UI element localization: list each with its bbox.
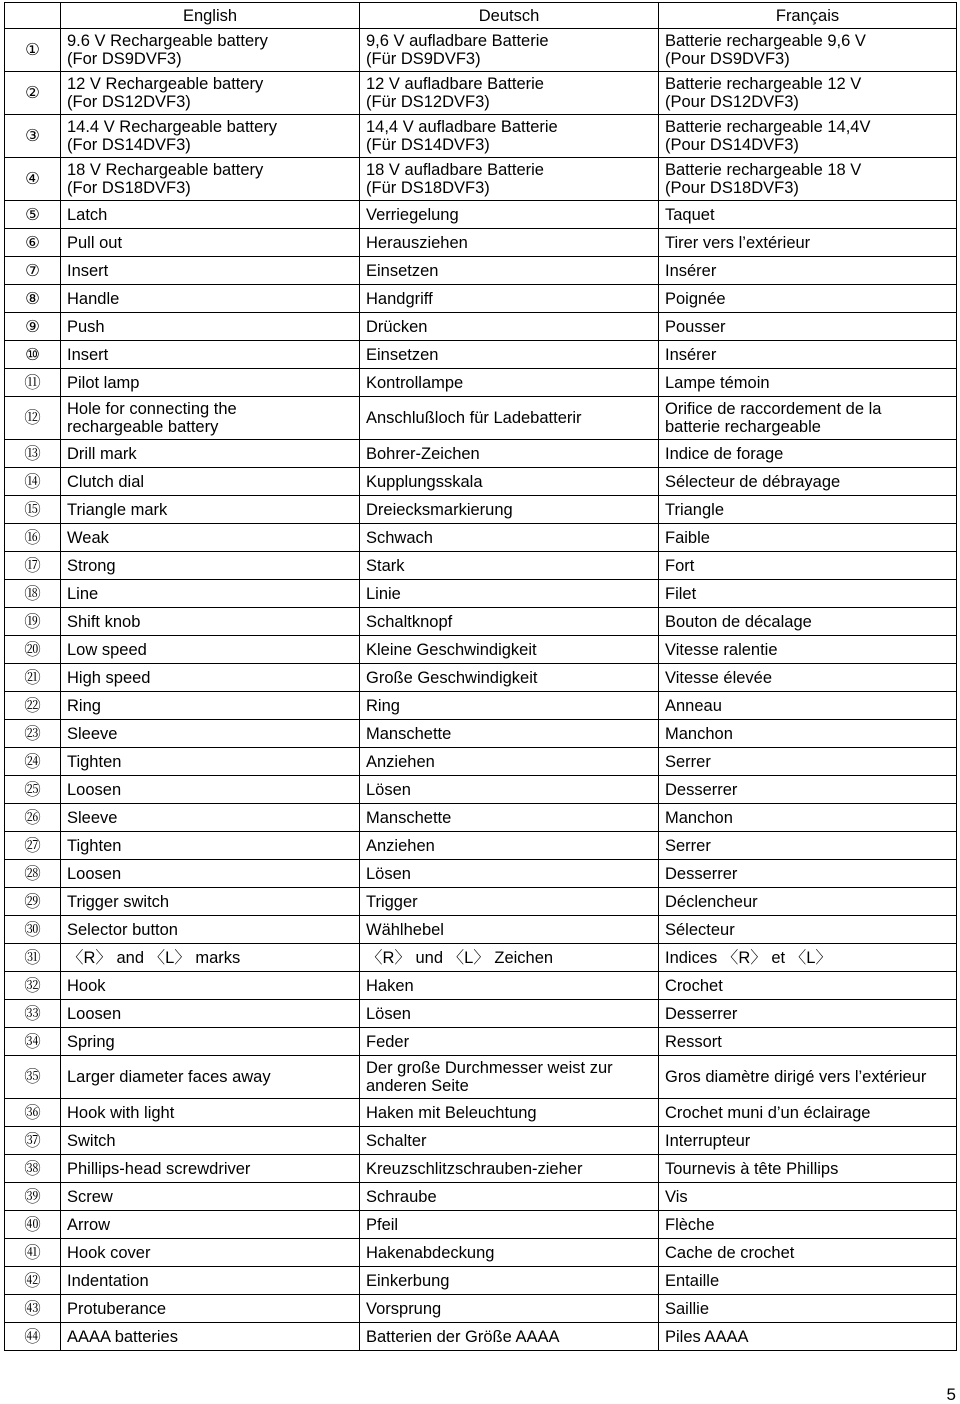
- header-english: English: [61, 3, 360, 29]
- item-number: ㉔: [5, 748, 61, 776]
- table-row: [5, 552, 957, 580]
- deutsch-term: Manschette: [360, 804, 659, 832]
- table-row: [5, 369, 957, 397]
- francais-term: Manchon: [659, 804, 957, 832]
- table-row: [5, 1211, 957, 1239]
- english-term: Pull out: [61, 229, 360, 257]
- english-term: Ring: [61, 692, 360, 720]
- table-row: [5, 1183, 957, 1211]
- deutsch-term: Lösen: [360, 776, 659, 804]
- english-term: Indentation: [61, 1267, 360, 1295]
- table-row: [5, 341, 957, 369]
- deutsch-term: Handgriff: [360, 285, 659, 313]
- francais-term: Insérer: [659, 257, 957, 285]
- english-term: Handle: [61, 285, 360, 313]
- item-number: ㊵: [5, 1211, 61, 1239]
- table-row: [5, 496, 957, 524]
- deutsch-term: Hakenabdeckung: [360, 1239, 659, 1267]
- francais-term: Pousser: [659, 313, 957, 341]
- table-row: [5, 115, 957, 158]
- francais-term: Cache de crochet: [659, 1239, 957, 1267]
- deutsch-term: Stark: [360, 552, 659, 580]
- francais-term: Crochet muni d’un éclairage: [659, 1099, 957, 1127]
- francais-term: Indice de forage: [659, 440, 957, 468]
- english-term: Hook with light: [61, 1099, 360, 1127]
- deutsch-term: 18 V aufladbare Batterie (Für DS18DVF3): [360, 158, 659, 201]
- deutsch-term: 14,4 V aufladbare Batterie (Für DS14DVF3): [360, 115, 659, 158]
- deutsch-term: Herausziehen: [360, 229, 659, 257]
- table-row: [5, 201, 957, 229]
- deutsch-term: Bohrer-Zeichen: [360, 440, 659, 468]
- english-term: Hook: [61, 972, 360, 1000]
- table-row: [5, 776, 957, 804]
- item-number: ㉞: [5, 1028, 61, 1056]
- english-term: Sleeve: [61, 720, 360, 748]
- english-term: AAAA batteries: [61, 1323, 360, 1351]
- english-term: Shift knob: [61, 608, 360, 636]
- table-row: [5, 257, 957, 285]
- deutsch-term: Batterien der Größe AAAA: [360, 1323, 659, 1351]
- francais-term: Ressort: [659, 1028, 957, 1056]
- item-number: ㉛: [5, 944, 61, 972]
- deutsch-term: Haken mit Beleuchtung: [360, 1099, 659, 1127]
- deutsch-term: Pfeil: [360, 1211, 659, 1239]
- item-number: ㊱: [5, 1099, 61, 1127]
- table-row: [5, 888, 957, 916]
- english-term: 14.4 V Rechargeable battery (For DS14DVF3): [61, 115, 360, 158]
- deutsch-term: Kontrollampe: [360, 369, 659, 397]
- item-number: ㉗: [5, 832, 61, 860]
- english-term: Insert: [61, 341, 360, 369]
- item-number: ㉘: [5, 860, 61, 888]
- francais-term: Filet: [659, 580, 957, 608]
- english-term: Arrow: [61, 1211, 360, 1239]
- francais-term: Serrer: [659, 832, 957, 860]
- english-term: Line: [61, 580, 360, 608]
- item-number: ㊷: [5, 1267, 61, 1295]
- item-number: ⑭: [5, 468, 61, 496]
- deutsch-term: Vorsprung: [360, 1295, 659, 1323]
- francais-term: Vis: [659, 1183, 957, 1211]
- item-number: ⑨: [5, 313, 61, 341]
- english-term: Drill mark: [61, 440, 360, 468]
- item-number: ㊹: [5, 1323, 61, 1351]
- table-row: [5, 440, 957, 468]
- english-term: Protuberance: [61, 1295, 360, 1323]
- francais-term: Triangle: [659, 496, 957, 524]
- item-number: ⑫: [5, 397, 61, 440]
- table-row: [5, 468, 957, 496]
- english-term: Phillips-head screwdriver: [61, 1155, 360, 1183]
- english-term: Selector button: [61, 916, 360, 944]
- deutsch-term: Anschlußloch für Ladebatterir: [360, 397, 659, 440]
- item-number: ⑬: [5, 440, 61, 468]
- english-term: Triangle mark: [61, 496, 360, 524]
- item-number: ⑥: [5, 229, 61, 257]
- english-term: Loosen: [61, 860, 360, 888]
- deutsch-term: Schwach: [360, 524, 659, 552]
- francais-term: Tournevis à tête Phillips: [659, 1155, 957, 1183]
- table-row: [5, 1127, 957, 1155]
- francais-term: Poignée: [659, 285, 957, 313]
- francais-term: Piles AAAA: [659, 1323, 957, 1351]
- francais-term: Gros diamètre dirigé vers l’extérieur: [659, 1056, 957, 1099]
- deutsch-term: Schaltknopf: [360, 608, 659, 636]
- english-term: 18 V Rechargeable battery (For DS18DVF3): [61, 158, 360, 201]
- francais-term: Sélecteur de débrayage: [659, 468, 957, 496]
- table-row: [5, 636, 957, 664]
- deutsch-term: Drücken: [360, 313, 659, 341]
- item-number: ⑰: [5, 552, 61, 580]
- table-row: [5, 804, 957, 832]
- deutsch-term: Manschette: [360, 720, 659, 748]
- francais-term: Déclencheur: [659, 888, 957, 916]
- item-number: ㉖: [5, 804, 61, 832]
- table-row: [5, 580, 957, 608]
- table-row: [5, 29, 957, 72]
- table-row: [5, 720, 957, 748]
- table-row: [5, 72, 957, 115]
- english-term: High speed: [61, 664, 360, 692]
- table-row: [5, 524, 957, 552]
- francais-term: Desserrer: [659, 860, 957, 888]
- table-row: [5, 608, 957, 636]
- francais-term: Faible: [659, 524, 957, 552]
- deutsch-term: Ring: [360, 692, 659, 720]
- francais-term: Vitesse élevée: [659, 664, 957, 692]
- english-term: Spring: [61, 1028, 360, 1056]
- item-number: ㉒: [5, 692, 61, 720]
- table-row: [5, 397, 957, 440]
- table-row: [5, 692, 957, 720]
- english-term: Weak: [61, 524, 360, 552]
- deutsch-term: Der große Durchmesser weist zur anderen Seite: [360, 1056, 659, 1099]
- item-number: ⑤: [5, 201, 61, 229]
- english-term: Latch: [61, 201, 360, 229]
- table-row: [5, 1056, 957, 1099]
- english-term: Hole for connecting the rechargeable battery: [61, 397, 360, 440]
- item-number: ①: [5, 29, 61, 72]
- deutsch-term: Kupplungsskala: [360, 468, 659, 496]
- table-row: [5, 972, 957, 1000]
- item-number: ㉑: [5, 664, 61, 692]
- deutsch-term: Anziehen: [360, 832, 659, 860]
- item-number: ㊴: [5, 1183, 61, 1211]
- deutsch-term: Feder: [360, 1028, 659, 1056]
- table-row: [5, 229, 957, 257]
- header-deutsch: Deutsch: [360, 3, 659, 29]
- francais-term: Crochet: [659, 972, 957, 1000]
- item-number: ⑩: [5, 341, 61, 369]
- english-term: Screw: [61, 1183, 360, 1211]
- item-number: ㉚: [5, 916, 61, 944]
- item-number: ㊸: [5, 1295, 61, 1323]
- table-row: [5, 1267, 957, 1295]
- francais-term: Batterie rechargeable 9,6 V (Pour DS9DVF3): [659, 29, 957, 72]
- deutsch-term: Dreiecksmarkierung: [360, 496, 659, 524]
- francais-term: Taquet: [659, 201, 957, 229]
- item-number: ㉝: [5, 1000, 61, 1028]
- item-number: ⑳: [5, 636, 61, 664]
- table-row: [5, 313, 957, 341]
- item-number: ⑯: [5, 524, 61, 552]
- header-francais: Français: [659, 3, 957, 29]
- english-term: 12 V Rechargeable battery (For DS12DVF3): [61, 72, 360, 115]
- item-number: ㉙: [5, 888, 61, 916]
- deutsch-term: Schalter: [360, 1127, 659, 1155]
- english-term: 9.6 V Rechargeable battery (For DS9DVF3): [61, 29, 360, 72]
- table-row: [5, 860, 957, 888]
- english-term: Hook cover: [61, 1239, 360, 1267]
- francais-term: Batterie rechargeable 14,4V (Pour DS14DVF3): [659, 115, 957, 158]
- francais-term: Tirer vers l’extérieur: [659, 229, 957, 257]
- item-number: ⑱: [5, 580, 61, 608]
- table-row: [5, 944, 957, 972]
- parts-translation-table: [4, 2, 957, 1351]
- item-number: ㊲: [5, 1127, 61, 1155]
- francais-term: Fort: [659, 552, 957, 580]
- table-row: [5, 832, 957, 860]
- deutsch-term: Linie: [360, 580, 659, 608]
- item-number: ⑮: [5, 496, 61, 524]
- english-term: Clutch dial: [61, 468, 360, 496]
- francais-term: Entaille: [659, 1267, 957, 1295]
- item-number: ⑲: [5, 608, 61, 636]
- item-number: ③: [5, 115, 61, 158]
- francais-term: Saillie: [659, 1295, 957, 1323]
- deutsch-term: 12 V aufladbare Batterie (Für DS12DVF3): [360, 72, 659, 115]
- table-row: [5, 1323, 957, 1351]
- francais-term: Insérer: [659, 341, 957, 369]
- deutsch-term: 〈R〉 und 〈L〉 Zeichen: [360, 944, 659, 972]
- english-term: Low speed: [61, 636, 360, 664]
- header-number: [5, 3, 61, 29]
- francais-term: Desserrer: [659, 1000, 957, 1028]
- item-number: ⑦: [5, 257, 61, 285]
- item-number: ㉜: [5, 972, 61, 1000]
- english-term: Trigger switch: [61, 888, 360, 916]
- page-number: 5: [946, 1385, 956, 1404]
- deutsch-term: 9,6 V aufladbare Batterie (Für DS9DVF3): [360, 29, 659, 72]
- deutsch-term: Große Geschwindigkeit: [360, 664, 659, 692]
- english-term: Sleeve: [61, 804, 360, 832]
- item-number: ⑪: [5, 369, 61, 397]
- francais-term: Anneau: [659, 692, 957, 720]
- francais-term: Batterie rechargeable 18 V (Pour DS18DVF3): [659, 158, 957, 201]
- item-number: ㉓: [5, 720, 61, 748]
- deutsch-term: Verriegelung: [360, 201, 659, 229]
- english-term: Tighten: [61, 748, 360, 776]
- item-number: ㊶: [5, 1239, 61, 1267]
- francais-term: Orifice de raccordement de la batterie rechargeable: [659, 397, 957, 440]
- francais-term: Indices 〈R〉 et 〈L〉: [659, 944, 957, 972]
- item-number: ④: [5, 158, 61, 201]
- table-header-row: [5, 3, 957, 29]
- deutsch-term: Trigger: [360, 888, 659, 916]
- francais-term: Manchon: [659, 720, 957, 748]
- english-term: 〈R〉 and 〈L〉 marks: [61, 944, 360, 972]
- table-row: [5, 1099, 957, 1127]
- table-row: [5, 748, 957, 776]
- english-term: Insert: [61, 257, 360, 285]
- deutsch-term: Haken: [360, 972, 659, 1000]
- table-row: [5, 1295, 957, 1323]
- table-row: [5, 1000, 957, 1028]
- francais-term: Flèche: [659, 1211, 957, 1239]
- deutsch-term: Schraube: [360, 1183, 659, 1211]
- table-row: [5, 916, 957, 944]
- francais-term: Bouton de décalage: [659, 608, 957, 636]
- deutsch-term: Lösen: [360, 860, 659, 888]
- table-row: [5, 158, 957, 201]
- deutsch-term: Kleine Geschwindigkeit: [360, 636, 659, 664]
- table-row: [5, 664, 957, 692]
- english-term: Strong: [61, 552, 360, 580]
- francais-term: Sélecteur: [659, 916, 957, 944]
- item-number: ②: [5, 72, 61, 115]
- item-number: ㊳: [5, 1155, 61, 1183]
- english-term: Push: [61, 313, 360, 341]
- francais-term: Lampe témoin: [659, 369, 957, 397]
- item-number: ⑧: [5, 285, 61, 313]
- francais-term: Vitesse ralentie: [659, 636, 957, 664]
- francais-term: Desserrer: [659, 776, 957, 804]
- item-number: ㉕: [5, 776, 61, 804]
- table-row: [5, 1028, 957, 1056]
- deutsch-term: Anziehen: [360, 748, 659, 776]
- english-term: Loosen: [61, 1000, 360, 1028]
- table-row: [5, 1155, 957, 1183]
- deutsch-term: Wählhebel: [360, 916, 659, 944]
- francais-term: Serrer: [659, 748, 957, 776]
- table-row: [5, 1239, 957, 1267]
- table-row: [5, 285, 957, 313]
- english-term: Tighten: [61, 832, 360, 860]
- francais-term: Batterie rechargeable 12 V (Pour DS12DVF3): [659, 72, 957, 115]
- francais-term: Interrupteur: [659, 1127, 957, 1155]
- deutsch-term: Kreuzschlitzschrauben-zieher: [360, 1155, 659, 1183]
- deutsch-term: Lösen: [360, 1000, 659, 1028]
- english-term: Pilot lamp: [61, 369, 360, 397]
- english-term: Switch: [61, 1127, 360, 1155]
- deutsch-term: Einkerbung: [360, 1267, 659, 1295]
- deutsch-term: Einsetzen: [360, 341, 659, 369]
- english-term: Larger diameter faces away: [61, 1056, 360, 1099]
- item-number: ㉟: [5, 1056, 61, 1099]
- deutsch-term: Einsetzen: [360, 257, 659, 285]
- english-term: Loosen: [61, 776, 360, 804]
